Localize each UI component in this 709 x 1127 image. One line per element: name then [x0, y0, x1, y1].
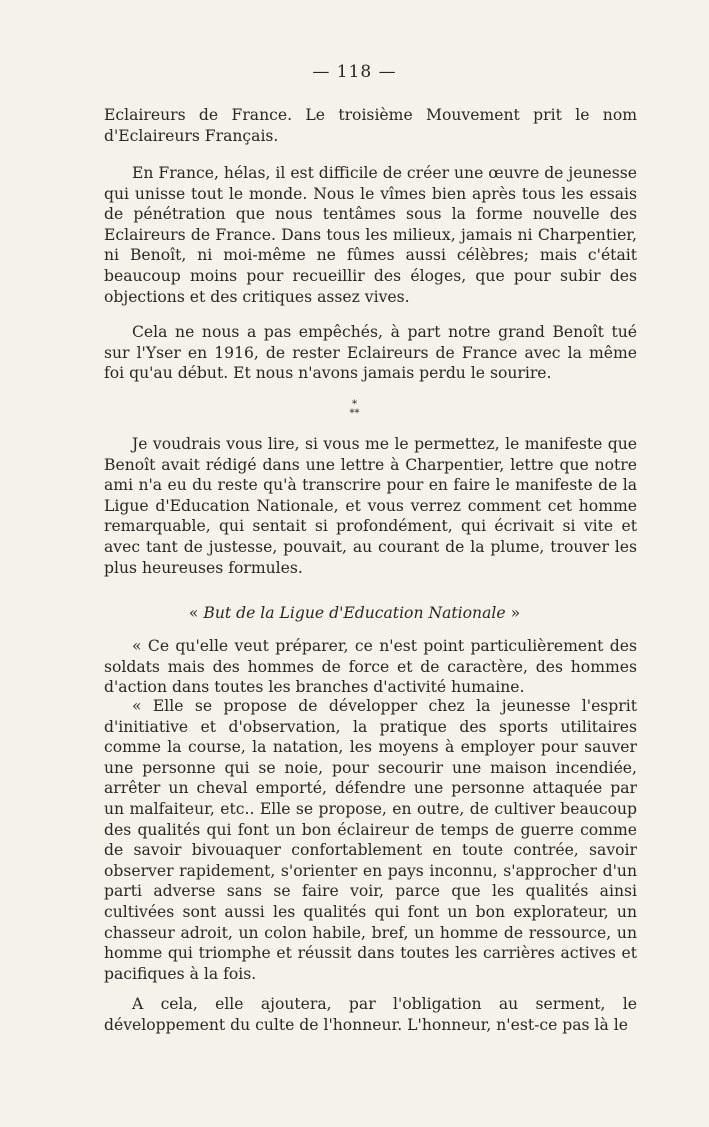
heading-open-quote: « — [188, 604, 199, 622]
paragraph-2: En France, hélas, il est difficile de créer une œuvre de jeunesse qui unisse tout le monde. Nous le vîmes bien après tous les essais de pénétration que nous tentâmes sous la forme nouvelle des Eclaireurs de France. Dans tous les milieux, jamais ni Charpentier, ni Benoît, ni moi-même ne fûmes aussi célèbres; mais c'était beaucoup moins pour recueillir des éloges, que pour subir des objections et des critiques assez vives. — [104, 164, 637, 306]
paragraph-4: Je voudrais vous lire, si vous me le permettez, le manifeste que Benoît avait rédigé dans une lettre à Charpentier, lettre que notre ami n'a eu du reste qu'à transcrire pour en faire le manifeste de la Ligue d'Education Nationale, et vous verrez comment cet homme remarquable, qui sentait si profondément, qui écrivait si vite et avec tant de justesse, pouvait, au courant de la plume, trouver les plus heureuses formules. — [104, 435, 637, 577]
asterism-bottom: ** — [349, 408, 360, 419]
paragraph-3: Cela ne nous a pas empêchés, à part notre grand Benoît tué sur l'Yser en 1916, de rester Eclaireurs de France avec la même foi qu'au début. Et nous n'avons jamais perdu le sourire. — [104, 323, 637, 383]
section-heading — [0, 604, 709, 622]
paragraph-5-block — [104, 636, 637, 698]
heading-title: But de la Ligue d'Education Nationale — [203, 604, 506, 622]
page-number: — 118 — — [312, 62, 397, 82]
paragraph-7: A cela, elle ajoutera, par l'obligation au serment, le développement du culte de l'honneur. L'honneur, n'est-ce pas là le — [104, 995, 637, 1034]
heading-close-quote: » — [510, 604, 521, 622]
paragraph-1-block — [104, 105, 637, 146]
paragraph-5: « Ce qu'elle veut préparer, ce n'est point particulièrement des soldats mais des hommes de force et de caractère, des hommes d'action dans toutes les branches d'activité humaine. — [104, 637, 637, 697]
paragraph-2-block — [104, 163, 637, 307]
asterism-top: * — [352, 399, 357, 410]
paragraph-1: Eclaireurs de France. Le troisième Mouvement prit le nom d'Eclaireurs Français. — [104, 106, 637, 145]
paragraph-3-block — [104, 322, 637, 384]
paragraph-4-block — [104, 434, 637, 578]
paragraph-6: « Elle se propose de développer chez la jeunesse l'esprit d'initiative et d'observation, la pratique des sports utilitaires comme la course, la natation, les moyens à employer pour sauver une personne qui se noie, pour secourir une maison incendiée, arrêter un cheval emporté, défendre une personne attaquée par un malfaiteur, etc.. Elle se propose, en outre, de cultiver beaucoup des qualités qui font un bon éclaireur de temps de guerre comme de savoir bivouaquer confortablement en toute contrée, savoir observer rapidement, s'orienter en pays inconnu, s'approcher d'un parti adverse sans se faire voir, parce que les qualités ainsi cultivées sont aussi les qualités qui font un bon explorateur, un chasseur adroit, un colon habile, bref, un homme de ressource, un homme qui triomphe et réussit dans toutes les carrières actives et pacifiques à la fois. — [104, 697, 637, 983]
paragraph-7-block — [104, 994, 637, 1035]
asterism-separator — [0, 400, 709, 418]
paragraph-6-block — [104, 696, 637, 984]
